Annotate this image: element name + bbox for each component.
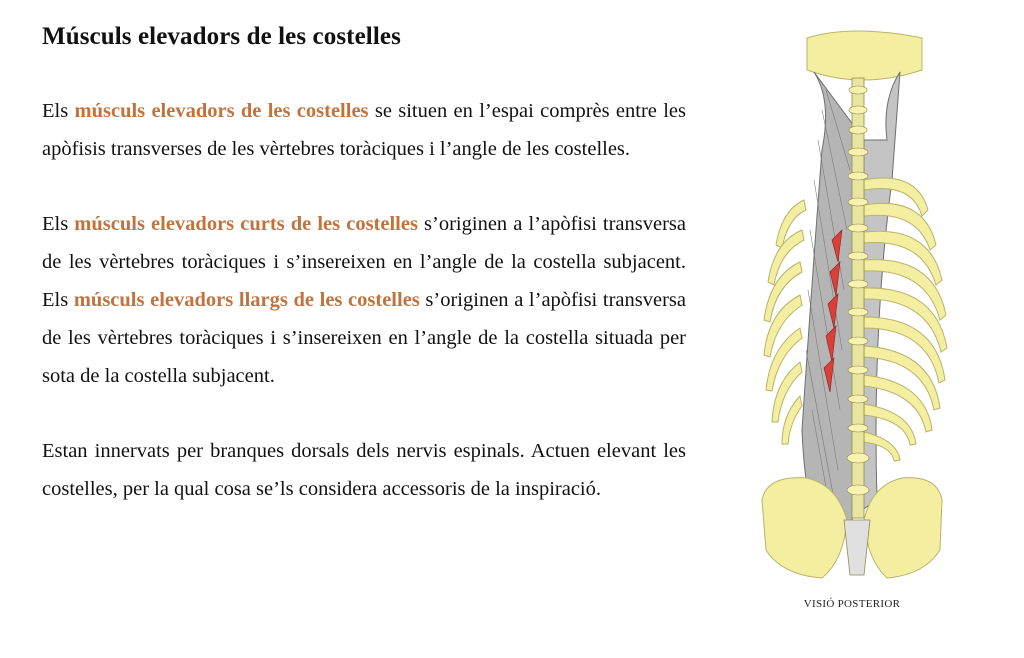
- figure-caption: VISIÓ POSTERIOR: [803, 598, 901, 610]
- text-run: Els: [42, 213, 75, 235]
- highlight-term: músculs elevadors de les costelles: [74, 100, 369, 122]
- page-title: Músculs elevadors de les costelles: [42, 23, 401, 50]
- paragraph-2: [42, 205, 686, 395]
- text-run: Estan innervats per branques dorsals dels nervis espinals. Actuen elevant les costelles, per la qual cosa se’ls considera accessoris de la inspiració.: [42, 440, 686, 500]
- ribs-left: [764, 200, 806, 444]
- text-run: s’originen a l’apòfisi transversa de les vèrtebres toràciques i s’insereixen en l’angle de la costella situada per sota de la costella subjacent.: [42, 289, 686, 387]
- vertebral-column: [852, 78, 864, 518]
- skull-base: [807, 31, 922, 80]
- paragraph-3: [42, 432, 686, 508]
- text-run: Els: [42, 100, 75, 122]
- paragraph-1: [42, 92, 686, 168]
- sacrum: [844, 520, 870, 575]
- text-run: se situen en l’espai comprès entre les apòfisis transverses de les vèrtebres toràciques i l’angle de les costelles.: [42, 100, 686, 160]
- highlight-term: músculs elevadors llargs de les costelles: [73, 289, 420, 311]
- article: [42, 22, 686, 545]
- anatomy-illustration: [752, 30, 952, 590]
- text-run: s’originen a l’apòfisi transversa de les vèrtebres toràciques i s’insereixen en l’angle de la costella subjacent. Els: [42, 213, 686, 311]
- highlight-term: músculs elevadors curts de les costelles: [74, 213, 418, 235]
